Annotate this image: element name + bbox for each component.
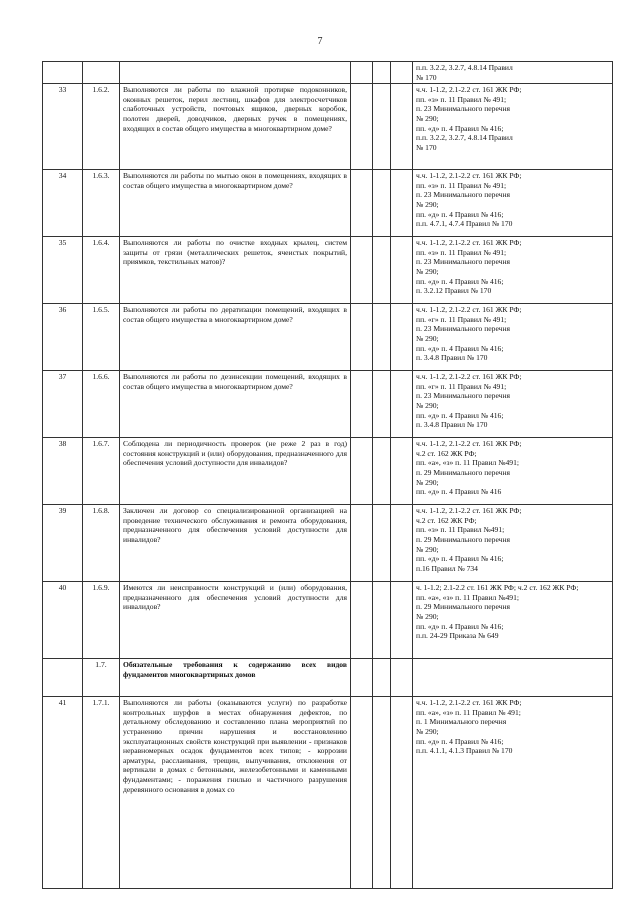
reference-line: п. 23 Минимального перечня bbox=[416, 104, 511, 114]
reference-line: ч.ч. 1-1.2, 2.1-2.2 ст. 161 ЖК РФ; bbox=[416, 305, 522, 315]
reference-line: ч. 1-1.2; 2.1-2.2 ст. 161 ЖК РФ; ч.2 ст. 162 ЖК РФ; bbox=[416, 583, 579, 593]
reference-line: ч.2 ст. 162 ЖК РФ; bbox=[416, 515, 477, 525]
answer-na-cell bbox=[391, 84, 413, 170]
answer-no-cell bbox=[373, 697, 391, 889]
reference-line: № 290; bbox=[416, 726, 439, 736]
answer-na-cell bbox=[391, 659, 413, 697]
row-number: 35 bbox=[43, 237, 83, 304]
table-row bbox=[43, 170, 613, 237]
reference-line: п. 3.4.8 Правил № 170 bbox=[416, 353, 488, 363]
table-row bbox=[43, 84, 613, 170]
row-number: 38 bbox=[43, 438, 83, 505]
row-code bbox=[83, 62, 120, 84]
row-number: 37 bbox=[43, 371, 83, 438]
legal-references-cell bbox=[413, 582, 613, 659]
answer-na-cell bbox=[391, 237, 413, 304]
legal-references-cell bbox=[413, 237, 613, 304]
table-row bbox=[43, 697, 613, 889]
reference-line: пп. «а», «з» п. 11 Правил №491; bbox=[416, 592, 519, 602]
reference-line: пп. «д» п. 4 Правил № 416; bbox=[416, 736, 504, 746]
answer-na-cell bbox=[391, 438, 413, 505]
reference-line: № 170 bbox=[416, 72, 437, 82]
reference-line: п.п. 3.2.2, 3.2.7, 4.8.14 Правил bbox=[416, 133, 513, 143]
answer-na-cell bbox=[391, 170, 413, 237]
question-cell: Выполняются ли работы по очистке входных крылец, систем защиты от грязи (металлических решеток, ячеистых покрытий, приямков, текстильных матов)? bbox=[120, 237, 351, 304]
answer-yes-cell bbox=[351, 62, 373, 84]
reference-line: пп. «д» п. 4 Правил № 416 bbox=[416, 487, 502, 497]
row-code: 1.6.7. bbox=[83, 438, 120, 505]
row-number: 33 bbox=[43, 84, 83, 170]
row-number: 40 bbox=[43, 582, 83, 659]
row-number: 41 bbox=[43, 697, 83, 889]
table-row bbox=[43, 237, 613, 304]
answer-no-cell bbox=[373, 659, 391, 697]
reference-line: пп. «д» п. 4 Правил № 416; bbox=[416, 123, 504, 133]
table-row bbox=[43, 438, 613, 505]
reference-line: № 170 bbox=[416, 142, 437, 152]
table-row bbox=[43, 304, 613, 371]
question-cell: Заключен ли договор со специализированной организацией на проведение технического обслуживания и ремонта оборудования, предназначенного для обеспечения условий доступности для инвалидов? bbox=[120, 505, 351, 582]
row-code: 1.6.2. bbox=[83, 84, 120, 170]
answer-yes-cell bbox=[351, 304, 373, 371]
reference-line: ч.ч. 1-1.2, 2.1-2.2 ст. 161 ЖК РФ; bbox=[416, 698, 522, 708]
reference-line: пп. «г» п. 11 Правил № 491; bbox=[416, 314, 507, 324]
reference-line: п. 23 Минимального перечня bbox=[416, 324, 511, 334]
reference-line: пп. «д» п. 4 Правил № 416; bbox=[416, 343, 504, 353]
reference-line: ч.ч. 1-1.2, 2.1-2.2 ст. 161 ЖК РФ; bbox=[416, 85, 522, 95]
answer-no-cell bbox=[373, 505, 391, 582]
table-row bbox=[43, 505, 613, 582]
reference-line: № 290; bbox=[416, 400, 439, 410]
reference-line: пп. «д» п. 4 Правил № 416; bbox=[416, 209, 504, 219]
answer-yes-cell bbox=[351, 659, 373, 697]
reference-line: пп. «з» п. 11 Правил № 491; bbox=[416, 180, 507, 190]
row-code: 1.6.6. bbox=[83, 371, 120, 438]
legal-references-cell bbox=[413, 697, 613, 889]
reference-line: ч.2 ст. 162 ЖК РФ; bbox=[416, 448, 477, 458]
reference-line: пп. «д» п. 4 Правил № 416; bbox=[416, 554, 504, 564]
legal-references-cell bbox=[413, 371, 613, 438]
answer-yes-cell bbox=[351, 84, 373, 170]
question-cell: Выполняются ли работы по дератизации помещений, входящих в состав общего имущества в многоквартирном доме? bbox=[120, 304, 351, 371]
answer-na-cell bbox=[391, 582, 413, 659]
reference-line: пп. «д» п. 4 Правил № 416; bbox=[416, 410, 504, 420]
answer-yes-cell bbox=[351, 697, 373, 889]
legal-references-cell bbox=[413, 505, 613, 582]
reference-line: п. 29 Минимального перечня bbox=[416, 602, 511, 612]
legal-references-cell bbox=[413, 170, 613, 237]
page-number: 7 bbox=[317, 36, 323, 47]
question-cell: Соблюдена ли периодичность проверок (не реже 2 раз в год) состояния конструкций и (или) оборудования, предназначенного для обеспечения условий доступности для инвалидов? bbox=[120, 438, 351, 505]
reference-line: п. 1 Минимального перечня bbox=[416, 717, 507, 727]
question-cell: Выполняются ли работы по мытью окон в помещениях, входящих в состав общего имущества в многоквартирном доме? bbox=[120, 170, 351, 237]
reference-line: п. 3.2.12 Правил № 170 bbox=[416, 286, 492, 296]
reference-line: п. 23 Минимального перечня bbox=[416, 190, 511, 200]
row-number: 34 bbox=[43, 170, 83, 237]
reference-line: ч.ч. 1-1.2, 2.1-2.2 ст. 161 ЖК РФ; bbox=[416, 238, 522, 248]
table-row bbox=[43, 582, 613, 659]
answer-no-cell bbox=[373, 237, 391, 304]
reference-line: № 290; bbox=[416, 266, 439, 276]
legal-references-cell bbox=[413, 84, 613, 170]
section-row bbox=[43, 659, 613, 697]
reference-line: п. 29 Минимального перечня bbox=[416, 467, 511, 477]
reference-line: ч.ч. 1-1.2, 2.1-2.2 ст. 161 ЖК РФ; bbox=[416, 171, 522, 181]
row-code: 1.6.8. bbox=[83, 505, 120, 582]
answer-yes-cell bbox=[351, 582, 373, 659]
question-cell: Выполняются ли работы по влажной протирке подоконников, оконных решеток, перил лестниц, шкафов для электросчетчиков слаботочных устройств, почтовых ящиков, дверных коробок, полотен дверей, доводчиков, дверных ручек в помещениях, входящих в состав общего имущества в многоквартирном доме? bbox=[120, 84, 351, 170]
row-code: 1.6.3. bbox=[83, 170, 120, 237]
reference-line: ч.ч. 1-1.2, 2.1-2.2 ст. 161 ЖК РФ; bbox=[416, 372, 522, 382]
answer-no-cell bbox=[373, 582, 391, 659]
reference-line: № 290; bbox=[416, 113, 439, 123]
legal-references-cell bbox=[413, 62, 613, 84]
reference-line: п. 23 Минимального перечня bbox=[416, 257, 511, 267]
row-code: 1.7.1. bbox=[83, 697, 120, 889]
reference-line: п. 3.4.8 Правил № 170 bbox=[416, 420, 488, 430]
row-number bbox=[43, 659, 83, 697]
table-row bbox=[43, 62, 613, 84]
reference-line: п. 23 Минимального перечня bbox=[416, 391, 511, 401]
requirements-table bbox=[42, 61, 613, 889]
legal-references-cell bbox=[413, 659, 613, 697]
question-cell: Имеются ли неисправности конструкций и (или) оборудования, предназначенного для обеспечения условий доступности для инвалидов? bbox=[120, 582, 351, 659]
row-code: 1.7. bbox=[83, 659, 120, 697]
legal-references-cell bbox=[413, 438, 613, 505]
reference-line: ч.ч. 1-1.2, 2.1-2.2 ст. 161 ЖК РФ; bbox=[416, 439, 522, 449]
question-cell: Выполняются ли работы (оказываются услуги) по разработке контрольных шурфов в местах обнаружения дефектов, по детальному обследованию и составлению плана мероприятий по устранению причин нарушения и восстановлению эксплуатационных свойств конструкций при выявлении - признаков неравномерных осадок фундаментов всех типов; - коррозии арматуры, расслаивания, трещин, выпучивания, отклонения от вертикали в домах с бетонными, железобетонными и каменными фундаментами; - поражения гнилью и частичного разрушения деревянного основания в домах со bbox=[120, 697, 351, 889]
reference-line: п.п. 24-29 Приказа № 649 bbox=[416, 631, 499, 641]
reference-line: п. 29 Минимального перечня bbox=[416, 534, 511, 544]
answer-no-cell bbox=[373, 62, 391, 84]
reference-line: № 290; bbox=[416, 333, 439, 343]
answer-yes-cell bbox=[351, 170, 373, 237]
answer-yes-cell bbox=[351, 371, 373, 438]
answer-yes-cell bbox=[351, 505, 373, 582]
reference-line: п.16 Правил № 734 bbox=[416, 563, 478, 573]
reference-line: № 290; bbox=[416, 477, 439, 487]
answer-na-cell bbox=[391, 697, 413, 889]
reference-line: пп. «д» п. 4 Правил № 416; bbox=[416, 621, 504, 631]
reference-line: № 290; bbox=[416, 544, 439, 554]
row-number: 39 bbox=[43, 505, 83, 582]
reference-line: пп. «а», «з» п. 11 Правил № 491; bbox=[416, 707, 521, 717]
question-cell: Выполняются ли работы по дезинсекции помещений, входящих в состав общего имущества в многоквартирном доме? bbox=[120, 371, 351, 438]
answer-no-cell bbox=[373, 84, 391, 170]
answer-na-cell bbox=[391, 505, 413, 582]
answer-na-cell bbox=[391, 62, 413, 84]
reference-line: пп. «з» п. 11 Правил №491; bbox=[416, 525, 505, 535]
answer-no-cell bbox=[373, 304, 391, 371]
reference-line: пп. «з» п. 11 Правил № 491; bbox=[416, 247, 507, 257]
legal-references-cell bbox=[413, 304, 613, 371]
answer-yes-cell bbox=[351, 237, 373, 304]
table-row bbox=[43, 371, 613, 438]
reference-line: пп. «з» п. 11 Правил № 491; bbox=[416, 94, 507, 104]
reference-line: п.п. 4.1.1, 4.1.3 Правил № 170 bbox=[416, 746, 513, 756]
reference-line: п.п. 4.7.1, 4.7.4 Правил № 170 bbox=[416, 219, 513, 229]
row-code: 1.6.4. bbox=[83, 237, 120, 304]
answer-no-cell bbox=[373, 371, 391, 438]
row-code: 1.6.5. bbox=[83, 304, 120, 371]
reference-line: пп. «а», «з» п. 11 Правил №491; bbox=[416, 458, 519, 468]
answer-no-cell bbox=[373, 438, 391, 505]
reference-line: пп. «д» п. 4 Правил № 416; bbox=[416, 276, 504, 286]
row-number bbox=[43, 62, 83, 84]
answer-no-cell bbox=[373, 170, 391, 237]
row-code: 1.6.9. bbox=[83, 582, 120, 659]
answer-na-cell bbox=[391, 304, 413, 371]
row-number: 36 bbox=[43, 304, 83, 371]
reference-line: № 290; bbox=[416, 199, 439, 209]
reference-line: п.п. 3.2.2, 3.2.7, 4.8.14 Правил bbox=[416, 63, 513, 72]
question-cell: Обязательные требования к содержанию всех видов фундаментов многоквартирных домов bbox=[120, 659, 351, 697]
question-cell bbox=[120, 62, 351, 84]
reference-line: пп. «г» п. 11 Правил № 491; bbox=[416, 381, 507, 391]
answer-na-cell bbox=[391, 371, 413, 438]
answer-yes-cell bbox=[351, 438, 373, 505]
reference-line: № 290; bbox=[416, 611, 439, 621]
reference-line: ч.ч. 1-1.2, 2.1-2.2 ст. 161 ЖК РФ; bbox=[416, 506, 522, 516]
